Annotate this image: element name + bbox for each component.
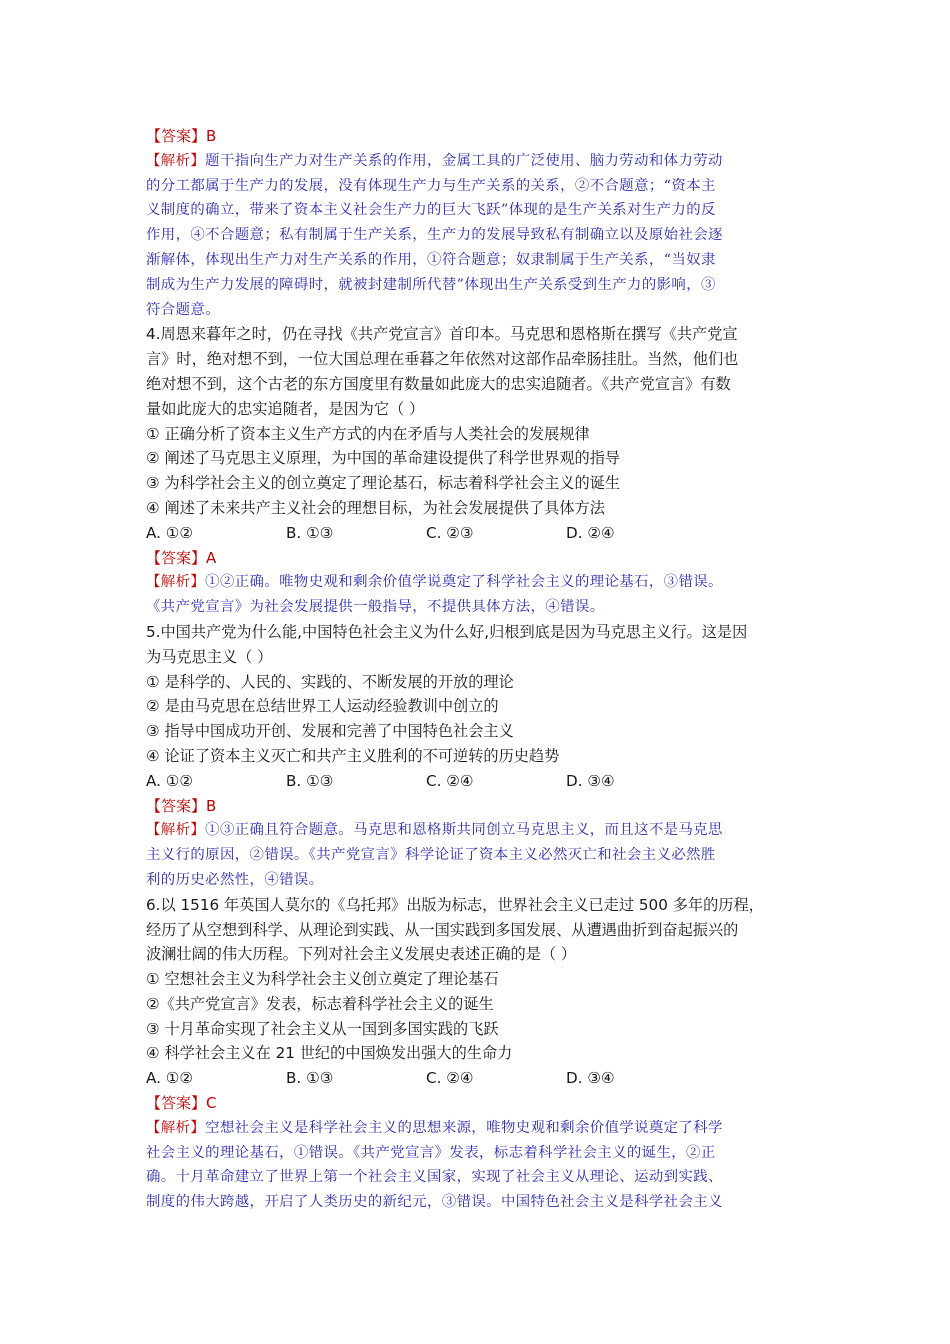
- analysis-line: 制度的伟大跨越，开启了人类历史的新纪元，③错误。中国特色社会主义是科学社会主义: [146, 1194, 723, 1211]
- option-d: D. ③④: [566, 771, 615, 790]
- answer-line: 【答案】C: [146, 1094, 217, 1113]
- option-d: D. ②④: [566, 523, 615, 542]
- question-stem-line: 言》时，绝对想不到，一位大国总理在垂暮之年依然对这部作品牵肠挂肚。当然，他们也: [146, 350, 739, 369]
- option-c: C. ②④: [426, 1069, 474, 1088]
- statement-item: ① 空想社会主义为科学社会主义创立奠定了理论基石: [146, 970, 499, 989]
- statement-item: ④ 阐述了未来共产主义社会的理想目标，为社会发展提供了具体方法: [146, 498, 605, 517]
- question-stem-line: 6.以 1516 年英国人莫尔的《乌托邦》出版为标志，世界社会主义已走过 500 多年的历程，: [146, 895, 764, 914]
- option-a: A. ①②: [146, 523, 194, 542]
- statement-item: ④ 论证了资本主义灭亡和共产主义胜利的不可逆转的历史趋势: [146, 746, 560, 765]
- analysis-line: 《共产党宣言》为社会发展提供一般指导，不提供具体方法，④错误。: [146, 599, 605, 616]
- question-5: [146, 620, 810, 893]
- analysis-line: 【解析】空想社会主义是科学社会主义的思想来源，唯物史观和剩余价值学说奠定了科学: [146, 1119, 723, 1136]
- analysis-line: 利的历史必然性，④错误。: [146, 871, 324, 888]
- analysis-line: 的分工都属于生产力的发展，没有体现生产力与生产关系的关系，②不合题意；“资本主: [146, 177, 716, 194]
- analysis-line: 确。十月革命建立了世界上第一个社会主义国家，实现了社会主义从理论、运动到实践、: [146, 1169, 723, 1186]
- answer-line: 【答案】B: [146, 796, 217, 815]
- analysis-line: 作用，④不合题意；私有制属于生产关系，生产力的发展导致私有制确立以及原始社会逐: [146, 227, 723, 244]
- statement-item: ② 是由马克思在总结世界工人运动经验教训中创立的: [146, 697, 499, 716]
- question-stem-line: 绝对想不到，这个古老的东方国度里有数量如此庞大的忠实追随者。《共产党宣言》有数: [146, 374, 731, 393]
- statement-item: ③ 十月革命实现了社会主义从一国到多国实践的飞跃: [146, 1019, 499, 1038]
- analysis-line: 【解析】①②正确。唯物史观和剩余价值学说奠定了科学社会主义的理论基石，③错误。: [146, 574, 723, 591]
- analysis-line: 【解析】题干指向生产力对生产关系的作用，金属工具的广泛使用、脑力劳动和体力劳动: [146, 152, 723, 169]
- answer-value: C: [206, 1094, 217, 1113]
- option-a: A. ①②: [146, 1069, 194, 1088]
- analysis-line: 主义行的原因，②错误。《共产党宣言》科学论证了资本主义必然灭亡和社会主义必然胜: [146, 847, 716, 864]
- question-6: [146, 893, 810, 1215]
- question-stem-line: 经历了从空想到科学、从理论到实践、从一国实践到多国发展、从遭遇曲折到奋起振兴的: [146, 920, 739, 939]
- question-stem-line: 为马克思主义（ ）: [146, 647, 273, 666]
- analysis-line: 【解析】①③正确且符合题意。马克思和恩格斯共同创立马克思主义，而且这不是马克思: [146, 822, 723, 839]
- statement-item: ②《共产党宣言》发表，标志着科学社会主义的诞生: [146, 994, 494, 1013]
- option-a: A. ①②: [146, 771, 194, 790]
- answer-options: [146, 521, 810, 546]
- option-b: B. ①③: [286, 771, 334, 790]
- answer-line: 【答案】B: [146, 127, 217, 145]
- analysis-line: 渐解体，体现出生产力对生产关系的作用，①符合题意；奴隶制属于生产关系，“当奴隶: [146, 251, 716, 268]
- question-stem-line: 波澜壮阔的伟大历程。下列对社会主义发展史表述正确的是（ ）: [146, 945, 577, 964]
- answer-options: [146, 1066, 810, 1091]
- option-b: B. ①③: [286, 1069, 334, 1088]
- analysis-line: 制成为生产力发展的障碍时，就被封建制所代替”体现出生产关系受到生产力的影响，③: [146, 276, 716, 293]
- answer-line: 【答案】A: [146, 548, 217, 567]
- option-b: B. ①③: [286, 523, 334, 542]
- option-c: C. ②④: [426, 771, 474, 790]
- answer-value: B: [206, 796, 217, 815]
- question-3-answer-block: [146, 124, 810, 322]
- document-body: [146, 124, 810, 1215]
- statement-item: ② 阐述了马克思主义原理，为中国的革命建设提供了科学世界观的指导: [146, 449, 621, 468]
- option-d: D. ③④: [566, 1069, 615, 1088]
- option-c: C. ②③: [426, 523, 474, 542]
- answer-value: A: [206, 548, 217, 567]
- statement-item: ① 正确分析了资本主义生产方式的内在矛盾与人类社会的发展规律: [146, 424, 590, 443]
- analysis-line: 符合题意。: [146, 301, 220, 318]
- question-stem-line: 量如此庞大的忠实追随者，是因为它（ ）: [146, 399, 425, 418]
- question-stem-line: 5.中国共产党为什么能,中国特色社会主义为什么好,归根到底是因为马克思主义行。这是因: [146, 622, 748, 641]
- answer-value: B: [206, 127, 217, 145]
- statement-item: ③ 指导中国成功开创、发展和完善了中国特色社会主义: [146, 722, 514, 741]
- analysis-line: 义制度的确立，带来了资本主义社会生产力的巨大飞跃”体现的是生产关系对生产力的反: [146, 202, 716, 219]
- statement-item: ④ 科学社会主义在 21 世纪的中国焕发出强大的生命力: [146, 1044, 513, 1063]
- answer-options: [146, 769, 810, 794]
- statement-item: ③ 为科学社会主义的创立奠定了理论基石，标志着科学社会主义的诞生: [146, 474, 621, 493]
- statement-item: ① 是科学的、人民的、实践的、不断发展的开放的理论: [146, 672, 514, 691]
- question-4: [146, 322, 810, 620]
- analysis-line: 社会主义的理论基石，①错误。《共产党宣言》发表，标志着科学社会主义的诞生，②正: [146, 1144, 716, 1161]
- question-stem-line: 4.周恩来暮年之时，仍在寻找《共产党宣言》首印本。马克思和恩格斯在撰写《共产党宣: [146, 325, 738, 344]
